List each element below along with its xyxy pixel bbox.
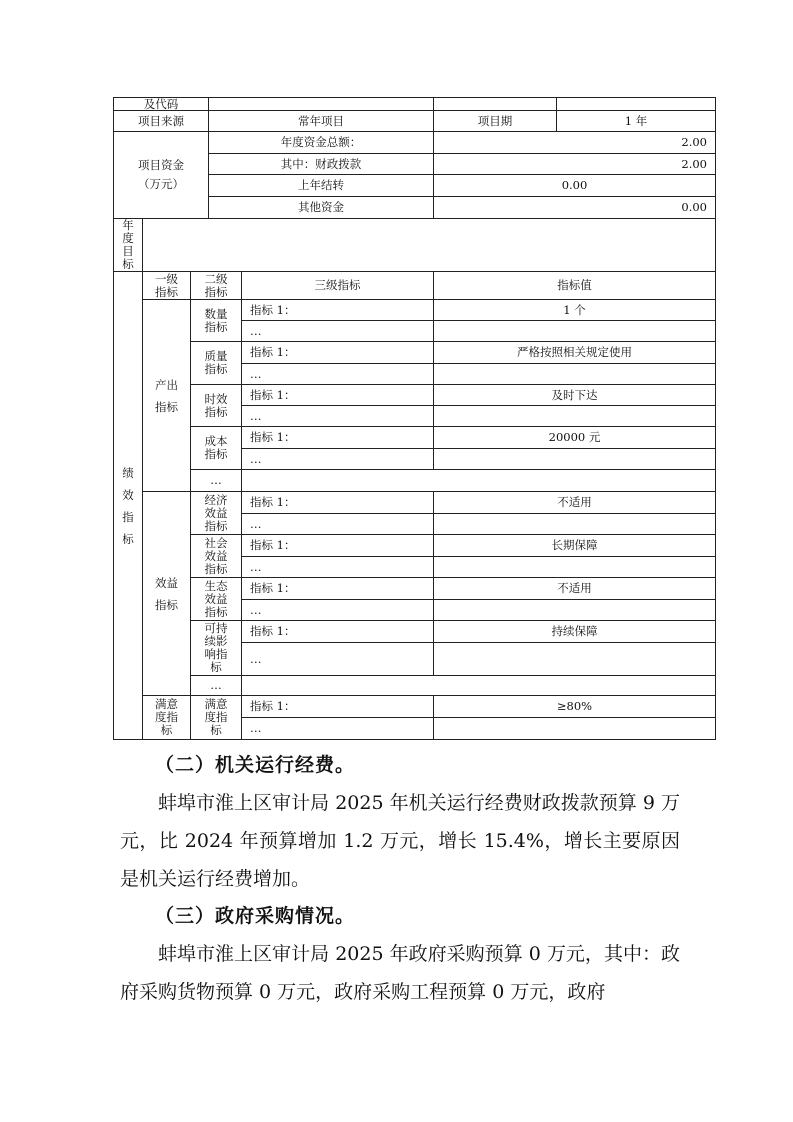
cost-indicator <box>190 426 242 470</box>
satisfaction-text: 度指 <box>155 710 178 724</box>
indicator-1-label: 指标 1： <box>241 384 434 406</box>
name-text: 标 <box>210 723 222 737</box>
empty-value <box>433 405 716 427</box>
ellipsis-cell: … <box>241 556 434 578</box>
ellipsis-cell: … <box>241 320 434 342</box>
benefit-text: 效益 <box>155 575 178 590</box>
indicator-1-label: 指标 1： <box>241 299 434 321</box>
indicator-1-label: 指标 1： <box>241 534 434 557</box>
ellipsis-cell: … <box>241 448 434 470</box>
fiscal-value: 2.00 <box>433 153 716 175</box>
code-label: 及代码 <box>113 97 209 111</box>
fiscal-label: 其中：财政拨款 <box>208 153 434 175</box>
indicator-value: ≥80% <box>433 695 716 718</box>
name-text: 指标 <box>204 362 228 376</box>
name-text: 续影 <box>204 634 228 648</box>
satisfaction-text: 满意 <box>155 697 178 711</box>
name-text: 标 <box>210 660 222 674</box>
name-text: 社会 <box>204 535 228 550</box>
benefit-text: 指标 <box>155 597 178 612</box>
ellipsis-cell: … <box>241 513 434 535</box>
sustainability-indicator <box>190 620 242 676</box>
annual-total-value: 2.00 <box>433 131 716 154</box>
perf-char: 标 <box>122 531 134 546</box>
indicator-1-label: 指标 1： <box>241 491 434 514</box>
period-label: 项目期 <box>433 110 557 132</box>
performance-label <box>113 271 143 740</box>
name-text: 效益 <box>204 591 228 606</box>
ellipsis-cell: … <box>241 642 434 676</box>
empty-value <box>433 717 716 740</box>
header-text: 二级 <box>204 271 228 286</box>
annual-goal-label <box>113 218 143 272</box>
empty-value <box>433 642 716 676</box>
empty-value <box>433 363 716 385</box>
name-text: 可持 <box>204 621 228 635</box>
name-text: 时效 <box>204 391 228 406</box>
ellipsis-cell: … <box>241 405 434 427</box>
output-text: 指标 <box>155 399 178 414</box>
empty-value <box>433 599 716 621</box>
goal-char: 年 <box>122 218 134 232</box>
annual-total-label: 年度资金总额： <box>208 131 434 154</box>
header-value: 指标值 <box>433 271 716 300</box>
code-extra-1 <box>433 97 557 111</box>
goal-char: 目 <box>122 244 134 258</box>
name-text: 满意 <box>204 697 228 711</box>
quantity-indicator <box>190 299 242 342</box>
name-text: 效益 <box>204 548 228 563</box>
indicator-value: 持续保障 <box>433 620 716 643</box>
header-level1 <box>142 271 191 300</box>
social-benefit-indicator <box>190 534 242 578</box>
name-text: 效益 <box>204 505 228 520</box>
empty-cell <box>241 675 716 696</box>
benefit-label <box>142 491 191 696</box>
header-text: 一级 <box>155 271 178 286</box>
name-text: 经济 <box>204 492 228 507</box>
header-text: 指标 <box>155 284 178 299</box>
ellipsis-cell: … <box>241 599 434 621</box>
other-label: 其他资金 <box>208 196 434 219</box>
timeliness-indicator <box>190 384 242 427</box>
indicator-1-label: 指标 1： <box>241 695 434 718</box>
name-text: 指标 <box>204 447 228 461</box>
empty-value <box>433 320 716 342</box>
other-value: 0.00 <box>433 196 716 219</box>
quality-indicator <box>190 341 242 385</box>
output-label <box>142 299 191 492</box>
funds-label-line1: 项目资金 <box>138 158 184 172</box>
code-value <box>208 97 434 111</box>
empty-value <box>433 513 716 535</box>
header-level2 <box>190 271 242 300</box>
section-2-heading: （二）机关运行经费。 <box>155 754 356 776</box>
ellipsis-cell: … <box>241 717 434 740</box>
ecological-benefit-indicator <box>190 577 242 621</box>
empty-cell <box>241 469 716 492</box>
satisfaction-label <box>142 695 191 740</box>
perf-char: 指 <box>122 509 134 524</box>
funds-label <box>113 131 209 219</box>
indicator-value: 不适用 <box>433 491 716 514</box>
ellipsis-cell: … <box>190 469 242 492</box>
section-3-body: 蚌埠市淮上区审计局 2025 年政府采购预算 0 万元，其中：政府采购货物预算 0 万元，政府采购工程预算 0 万元，政府 <box>120 943 680 1003</box>
indicator-1-label: 指标 1： <box>241 620 434 643</box>
name-text: 成本 <box>204 434 228 448</box>
section-2-body: 蚌埠市淮上区审计局 2025 年机关运行经费财政拨款预算 9 万元，比 2024 年预算增加 1.2 万元，增长 15.4%，增长主要原因是机关运行经费增加。 <box>120 792 680 890</box>
indicator-value: 20000 元 <box>433 426 716 449</box>
empty-value <box>433 448 716 470</box>
period-value: 1 年 <box>556 110 716 132</box>
perf-char: 绩 <box>122 465 134 480</box>
indicator-value: 严格按照相关规定使用 <box>433 341 716 364</box>
satisfaction-text: 标 <box>160 723 173 737</box>
economic-benefit-indicator <box>190 491 242 535</box>
source-label: 项目来源 <box>113 110 209 132</box>
satisfaction-indicator <box>190 695 242 740</box>
source-value: 常年项目 <box>208 110 434 132</box>
indicator-value: 及时下达 <box>433 384 716 406</box>
goal-char: 标 <box>122 257 134 271</box>
name-text: 指标 <box>204 518 228 533</box>
annual-goal-value <box>142 218 716 272</box>
indicator-value: 不适用 <box>433 577 716 600</box>
section-3-heading: （三）政府采购情况。 <box>155 905 356 927</box>
goal-char: 度 <box>122 231 134 245</box>
name-text: 生态 <box>204 578 228 593</box>
header-text: 指标 <box>204 284 228 299</box>
name-text: 指标 <box>204 404 228 419</box>
name-text: 指标 <box>204 604 228 619</box>
header-level3: 三级指标 <box>241 271 434 300</box>
name-text: 度指 <box>204 710 228 724</box>
indicator-value: 1 个 <box>433 299 716 321</box>
carryover-label: 上年结转 <box>208 174 434 197</box>
name-text: 数量 <box>204 306 228 321</box>
perf-char: 效 <box>122 487 134 502</box>
empty-value <box>433 556 716 578</box>
indicator-1-label: 指标 1： <box>241 341 434 364</box>
output-text: 产出 <box>155 377 178 392</box>
name-text: 指标 <box>204 319 228 334</box>
indicator-value: 长期保障 <box>433 534 716 557</box>
ellipsis-cell: … <box>190 675 242 696</box>
name-text: 指标 <box>204 561 228 576</box>
funds-label-line2: （万元） <box>138 177 184 191</box>
carryover-value: 0.00 <box>433 174 716 197</box>
name-text: 响指 <box>204 647 228 661</box>
code-extra-2 <box>556 97 716 111</box>
ellipsis-cell: … <box>241 363 434 385</box>
name-text: 质量 <box>204 349 228 363</box>
indicator-1-label: 指标 1： <box>241 577 434 600</box>
indicator-1-label: 指标 1： <box>241 426 434 449</box>
